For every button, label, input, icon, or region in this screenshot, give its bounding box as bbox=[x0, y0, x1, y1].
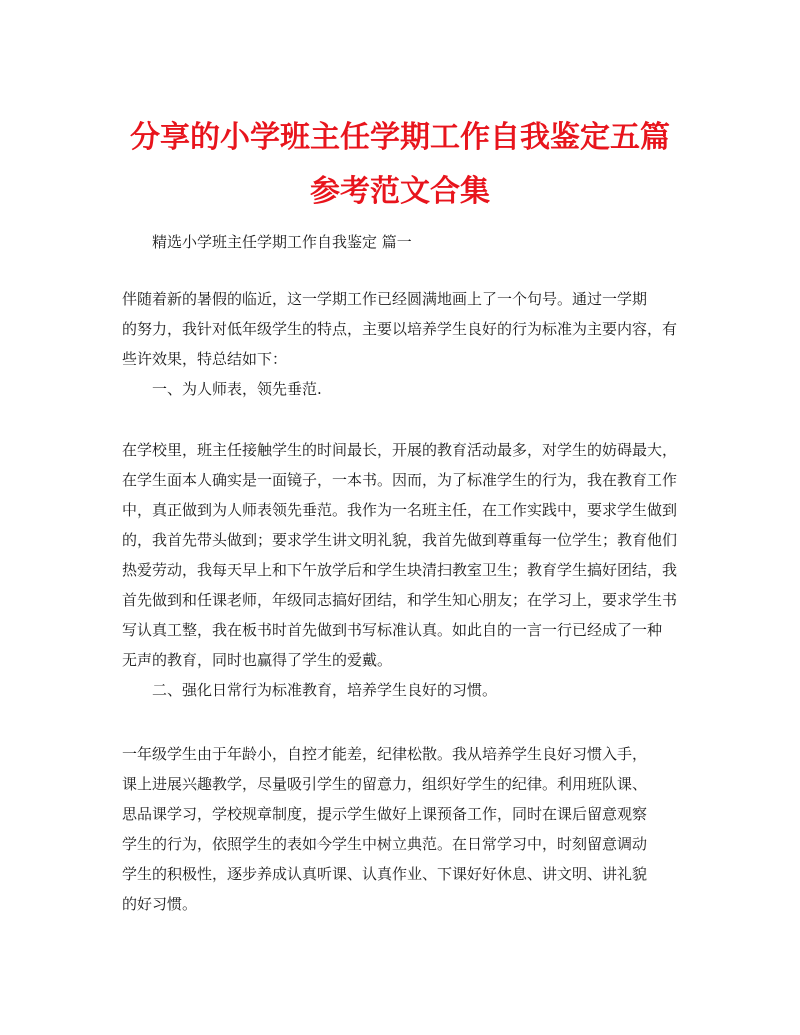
paragraph-intro bbox=[122, 284, 692, 404]
section-subtitle: 精选小学班主任学期工作自我鉴定 篇一 bbox=[152, 233, 412, 251]
paragraph-role-model bbox=[122, 435, 692, 705]
paragraph-line: 在学校里，班主任接触学生的时间最长，开展的教育活动最多，对学生的妨碍最大， bbox=[122, 441, 678, 459]
paragraph-habits bbox=[122, 739, 692, 919]
paragraph-line: 首先做到和任课老师，年级同志搞好团结，和学生知心朋友；在学习上，要求学生书 bbox=[122, 591, 678, 609]
paragraph-line: 课上进展兴趣教学，尽量吸引学生的留意力，组织好学生的纪律。利用班队课、 bbox=[122, 775, 648, 793]
section-heading-two: 二、强化日常行为标准教育，培养学生良好的习惯。 bbox=[152, 681, 498, 699]
paragraph-line: 中，真正做到为人师表领先垂范。我作为一名班主任，在工作实践中，要求学生做到 bbox=[122, 501, 678, 519]
paragraph-line: 的努力，我针对低年级学生的特点，主要以培养学生良好的行为标准为主要内容，有 bbox=[122, 320, 678, 338]
paragraph-line: 写认真工整，我在板书时首先做到书写标准认真。如此自的一言一行已经成了一种 bbox=[122, 621, 663, 639]
paragraph-line: 些许效果，特总结如下： bbox=[122, 350, 288, 368]
paragraph-line: 一年级学生由于年龄小，自控才能差，纪律松散。我从培养学生良好习惯入手， bbox=[122, 745, 648, 763]
document-title: 分享的小学班主任学期工作自我鉴定五篇 bbox=[130, 120, 670, 155]
section-heading-one: 一、为人师表，领先垂范. bbox=[152, 380, 322, 398]
paragraph-line: 学生的积极性，逐步养成认真听课、认真作业、下课好好休息、讲文明、讲礼貌 bbox=[122, 865, 648, 883]
paragraph-line: 学生的行为，依照学生的表如今学生中树立典范。在日常学习中，时刻留意调动 bbox=[122, 835, 648, 853]
paragraph-line: 在学生面本人确实是一面镜子，一本书。因而，为了标准学生的行为，我在教育工作 bbox=[122, 471, 678, 489]
paragraph-line: 无声的教育，同时也赢得了学生的爱戴。 bbox=[122, 651, 393, 669]
paragraph-line: 热爱劳动，我每天早上和下午放学后和学生块清扫教室卫生；教育学生搞好团结，我 bbox=[122, 561, 678, 579]
paragraph-line: 的，我首先带头做到；要求学生讲文明礼貌，我首先做到尊重每一位学生；教育他们 bbox=[122, 531, 678, 549]
section-subtitle-block bbox=[122, 227, 692, 257]
paragraph-line: 思品课学习，学校规章制度，提示学生做好上课预备工作，同时在课后留意观察 bbox=[122, 805, 648, 823]
document-title-continued: 参考范文合集 bbox=[310, 174, 490, 209]
paragraph-line: 伴随着新的暑假的临近，这一学期工作已经圆满地画上了一个句号。通过一学期 bbox=[122, 290, 648, 308]
paragraph-line: 的好习惯。 bbox=[122, 895, 198, 913]
